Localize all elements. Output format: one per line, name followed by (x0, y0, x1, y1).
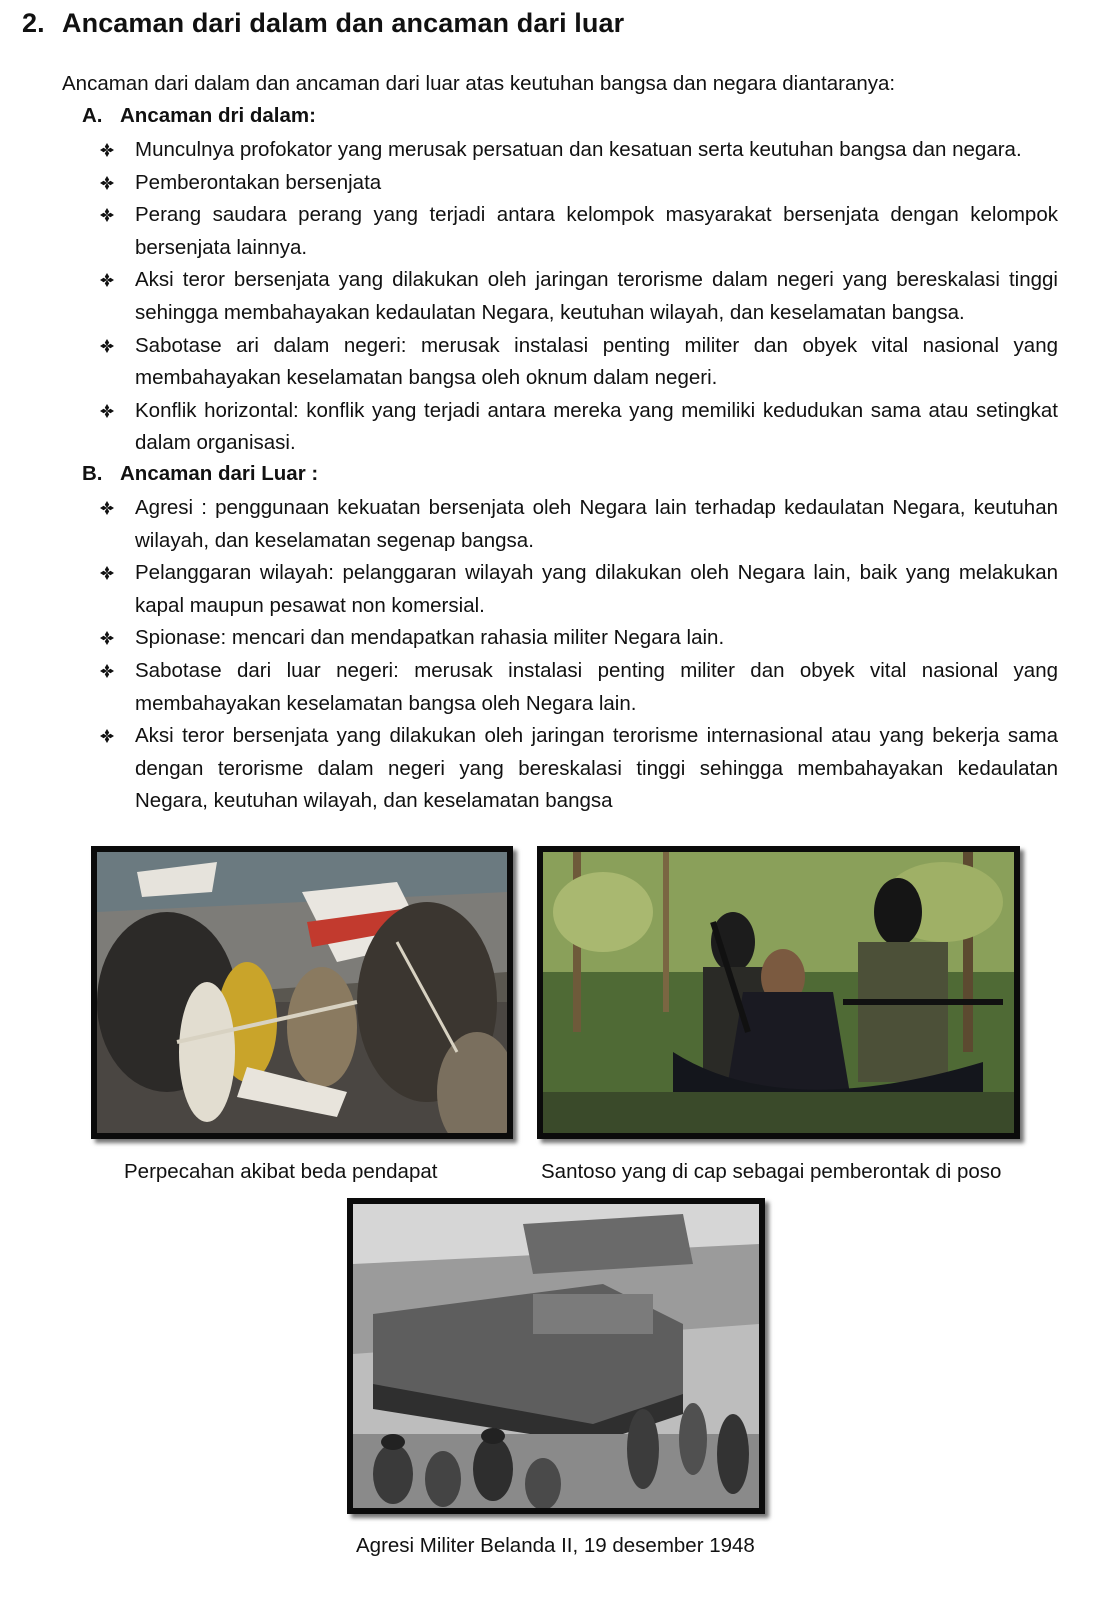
list-item: Munculnya profokator yang merusak persatuan dan kesatuan serta keutuhan bangsa dan negara. (96, 134, 1058, 167)
diamond-bullet-icon (96, 330, 118, 362)
list-item: Sabotase dari luar negeri: merusak instalasi penting militer dan obyek vital nasional yang membahayakan keselamatan bangsa oleh Negara lain. (96, 655, 1058, 720)
diamond-bullet-icon (96, 492, 118, 524)
diamond-bullet-icon (96, 622, 118, 654)
list-item: Aksi teror bersenjata yang dilakukan oleh jaringan terorisme internasional atau yang bekerja sama dengan terorisme dalam negeri yang bereskalasi tinggi sehingga membahayakan kedaulatan Negara, keutuhan wilayah, dan keselamatan bangsa (96, 720, 1058, 818)
section-b-list (96, 492, 1058, 818)
section-b-letter: B. (82, 462, 103, 485)
street-clash-illustration (97, 852, 507, 1133)
list-item: Pemberontakan bersenjata (96, 167, 1058, 200)
list-item: Sabotase ari dalam negeri: merusak instalasi penting militer dan obyek vital nasional yang membahayakan keselamatan bangsa oleh oknum dalam negeri. (96, 330, 1058, 395)
diamond-bullet-icon (96, 655, 118, 687)
list-item: Pelanggaran wilayah: pelanggaran wilayah yang dilakukan oleh Negara lain, baik yang melakukan kapal maupun pesawat non komersial. (96, 557, 1058, 622)
photo1-caption: Perpecahan akibat beda pendapat (124, 1160, 438, 1183)
military-aggression-illustration (353, 1204, 759, 1508)
photo-street-clash (91, 846, 513, 1139)
photo-armed-group (537, 846, 1020, 1139)
section-a-list (96, 134, 1058, 460)
list-item: Agresi : penggunaan kekuatan bersenjata oleh Negara lain terhadap kedaulatan Negara, keutuhan wilayah, dan keselamatan segenap bangsa. (96, 492, 1058, 557)
diamond-bullet-icon (96, 134, 118, 166)
diamond-bullet-icon (96, 557, 118, 589)
section-b-label: Ancaman dari Luar : (120, 462, 319, 485)
diamond-bullet-icon (96, 264, 118, 296)
photo2-caption: Santoso yang di cap sebagai pemberontak di poso (541, 1160, 1002, 1183)
list-item: Aksi teror bersenjata yang dilakukan oleh jaringan terorisme dalam negeri yang bereskalasi tinggi sehingga membahayakan kedaulatan Negara, keutuhan wilayah, dan keselamatan bangsa. (96, 264, 1058, 329)
section-a-label: Ancaman dri dalam: (120, 104, 316, 127)
section-b-title (82, 462, 318, 486)
intro-paragraph: Ancaman dari dalam dan ancaman dari luar atas keutuhan bangsa dan negara diantaranya: (62, 72, 896, 95)
list-item: Perang saudara perang yang terjadi antara kelompok masyarakat bersenjata dengan kelompok bersenjata lainnya. (96, 199, 1058, 264)
heading-number: 2. (22, 8, 45, 38)
diamond-bullet-icon (96, 720, 118, 752)
diamond-bullet-icon (96, 199, 118, 231)
photo-military-aggression (347, 1198, 765, 1514)
section-heading (22, 8, 624, 39)
heading-title: Ancaman dari dalam dan ancaman dari luar (62, 8, 625, 38)
section-a-letter: A. (82, 104, 103, 127)
armed-group-illustration (543, 852, 1014, 1133)
list-item: Spionase: mencari dan mendapatkan rahasia militer Negara lain. (96, 622, 1058, 655)
diamond-bullet-icon (96, 167, 118, 199)
diamond-bullet-icon (96, 395, 118, 427)
section-a-title (82, 104, 316, 128)
photo3-caption: Agresi Militer Belanda II, 19 desember 1948 (356, 1534, 755, 1557)
list-item: Konflik horizontal: konflik yang terjadi antara mereka yang memiliki kedudukan sama atau setingkat dalam organisasi. (96, 395, 1058, 460)
